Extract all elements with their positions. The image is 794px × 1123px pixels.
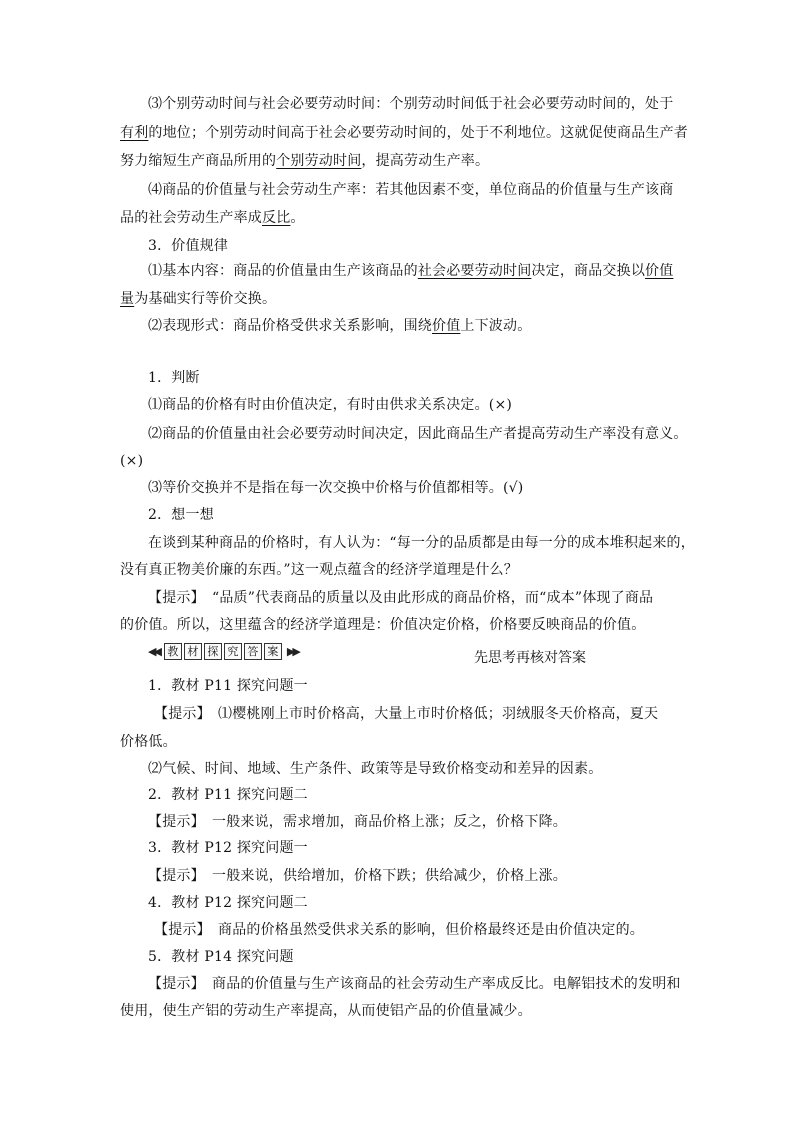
banner-char: 教 <box>164 643 182 660</box>
underlined-term: 量 <box>120 291 135 307</box>
banner-char: 答 <box>244 643 262 660</box>
text-span: 。 <box>290 210 305 226</box>
paragraph-line: (×) <box>120 453 144 469</box>
answer-heading: 1．教材 P11 探究问题一 <box>148 678 308 694</box>
section-heading: 2．想一想 <box>148 507 214 523</box>
paragraph-line <box>148 261 673 281</box>
text-span: 决定，商品交换以 <box>531 263 646 279</box>
underlined-term: 反比 <box>262 210 291 226</box>
paragraph-line <box>120 208 305 228</box>
underlined-term: 价值 <box>432 318 461 334</box>
text-span: 品的社会劳动生产率成 <box>120 210 262 226</box>
paragraph-line: 的价值。所以，这里蕴含的经济学道理是：价值决定价格，价格要反映商品的价值。 <box>120 617 646 633</box>
hint-line: 【提示】 商品的价值量与生产该商品的社会劳动生产率成反比。电解铝技术的发明和 <box>148 976 681 992</box>
text-span: 为基础实行等价交换。 <box>134 291 277 307</box>
paragraph-line: ⑴商品的价格有时由价值决定，有时由供求关系决定。(×) <box>148 397 513 413</box>
text-span: ⑴基本内容：商品的价值量由生产该商品的 <box>148 263 418 279</box>
underlined-term: 个别劳动时间 <box>276 153 362 169</box>
hint-line: 【提示】 ⑴樱桃刚上市时价格高，大量上市时价格低；羽绒服冬天价格高，夏天 <box>154 706 659 722</box>
banner-right-text: 先思考再核对答案 <box>474 650 586 666</box>
paragraph-line: ⑵商品的价值量由社会必要劳动时间决定，因此商品生产者提高劳动生产率没有意义。 <box>148 426 688 442</box>
banner-char: 材 <box>184 643 202 660</box>
paragraph-line: 价格低。 <box>120 734 177 750</box>
section-banner <box>148 641 298 661</box>
answer-heading: 3．教材 P12 探究问题一 <box>148 840 308 856</box>
paragraph-line: 在谈到某种商品的价格时，有人认为：“每一分的品质都是由每一分的成本堆积起来的， <box>148 535 695 551</box>
text-span: ，提高劳动生产率。 <box>361 153 490 169</box>
text-span: 的地位；个别劳动时间高于社会必要劳动时间的，处于不利地位。这就促使商品生产者 <box>148 125 689 141</box>
paragraph-line: ⑷商品的价值量与社会劳动生产率：若其他因素不变，单位商品的价值量与生产该商 <box>148 182 674 198</box>
hint-line: 【提示】 一般来说，需求增加，商品价格上涨；反之，价格下降。 <box>148 814 567 830</box>
section-heading: 1．判断 <box>148 370 200 386</box>
underlined-term: 价值 <box>645 263 674 279</box>
answer-heading: 4．教材 P12 探究问题二 <box>148 895 308 911</box>
left-arrows-icon: ◀◀ <box>148 644 159 658</box>
paragraph-line <box>120 289 276 309</box>
answer-heading: 2．教材 P11 探究问题二 <box>148 787 308 803</box>
answer-heading: 5．教材 P14 探究问题 <box>148 949 294 965</box>
paragraph-line <box>120 123 688 143</box>
text-span: 上下波动。 <box>460 318 532 334</box>
paragraph-line: ⑶个别劳动时间与社会必要劳动时间：个别劳动时间低于社会必要劳动时间的，处于 <box>148 96 674 112</box>
right-arrows-icon: ▶▶ <box>286 644 298 658</box>
paragraph-line <box>120 151 489 171</box>
hint-line: 【提示】 商品的价格虽然受供求关系的影响，但价格最终还是由价值决定的。 <box>154 922 644 938</box>
section-heading: 3．价值规律 <box>148 238 229 254</box>
text-span: ⑵表现形式：商品价格受供求关系影响，围绕 <box>148 318 432 334</box>
paragraph-line: ⑶等价交换并不是指在每一次交换中价格与价值都相等。(√) <box>148 480 524 496</box>
text-span: 努力缩短生产商品所用的 <box>120 153 277 169</box>
hint-line: 【提示】 一般来说，供给增加，价格下跌；供给减少，价格上涨。 <box>148 868 567 884</box>
paragraph-line: ⑵气候、时间、地域、生产条件、政策等是导致价格变动和差异的因素。 <box>148 761 603 777</box>
paragraph-line <box>148 316 531 336</box>
underlined-term: 有利 <box>120 125 149 141</box>
banner-char: 究 <box>224 643 242 660</box>
hint-line: 【提示】 “品质”代表商品的质量以及由此形成的商品价格，而“成本”体现了商品 <box>148 590 654 606</box>
banner-char: 案 <box>264 643 282 660</box>
banner-char: 探 <box>204 643 222 660</box>
underlined-term: 社会必要劳动时间 <box>417 263 532 279</box>
paragraph-line: 没有真正物美价廉的东西。”这一观点蕴含的经济学道理是什么？ <box>120 562 518 578</box>
paragraph-line: 使用，使生产铝的劳动生产率提高，从而使铝产品的价值量减少。 <box>120 1003 532 1019</box>
